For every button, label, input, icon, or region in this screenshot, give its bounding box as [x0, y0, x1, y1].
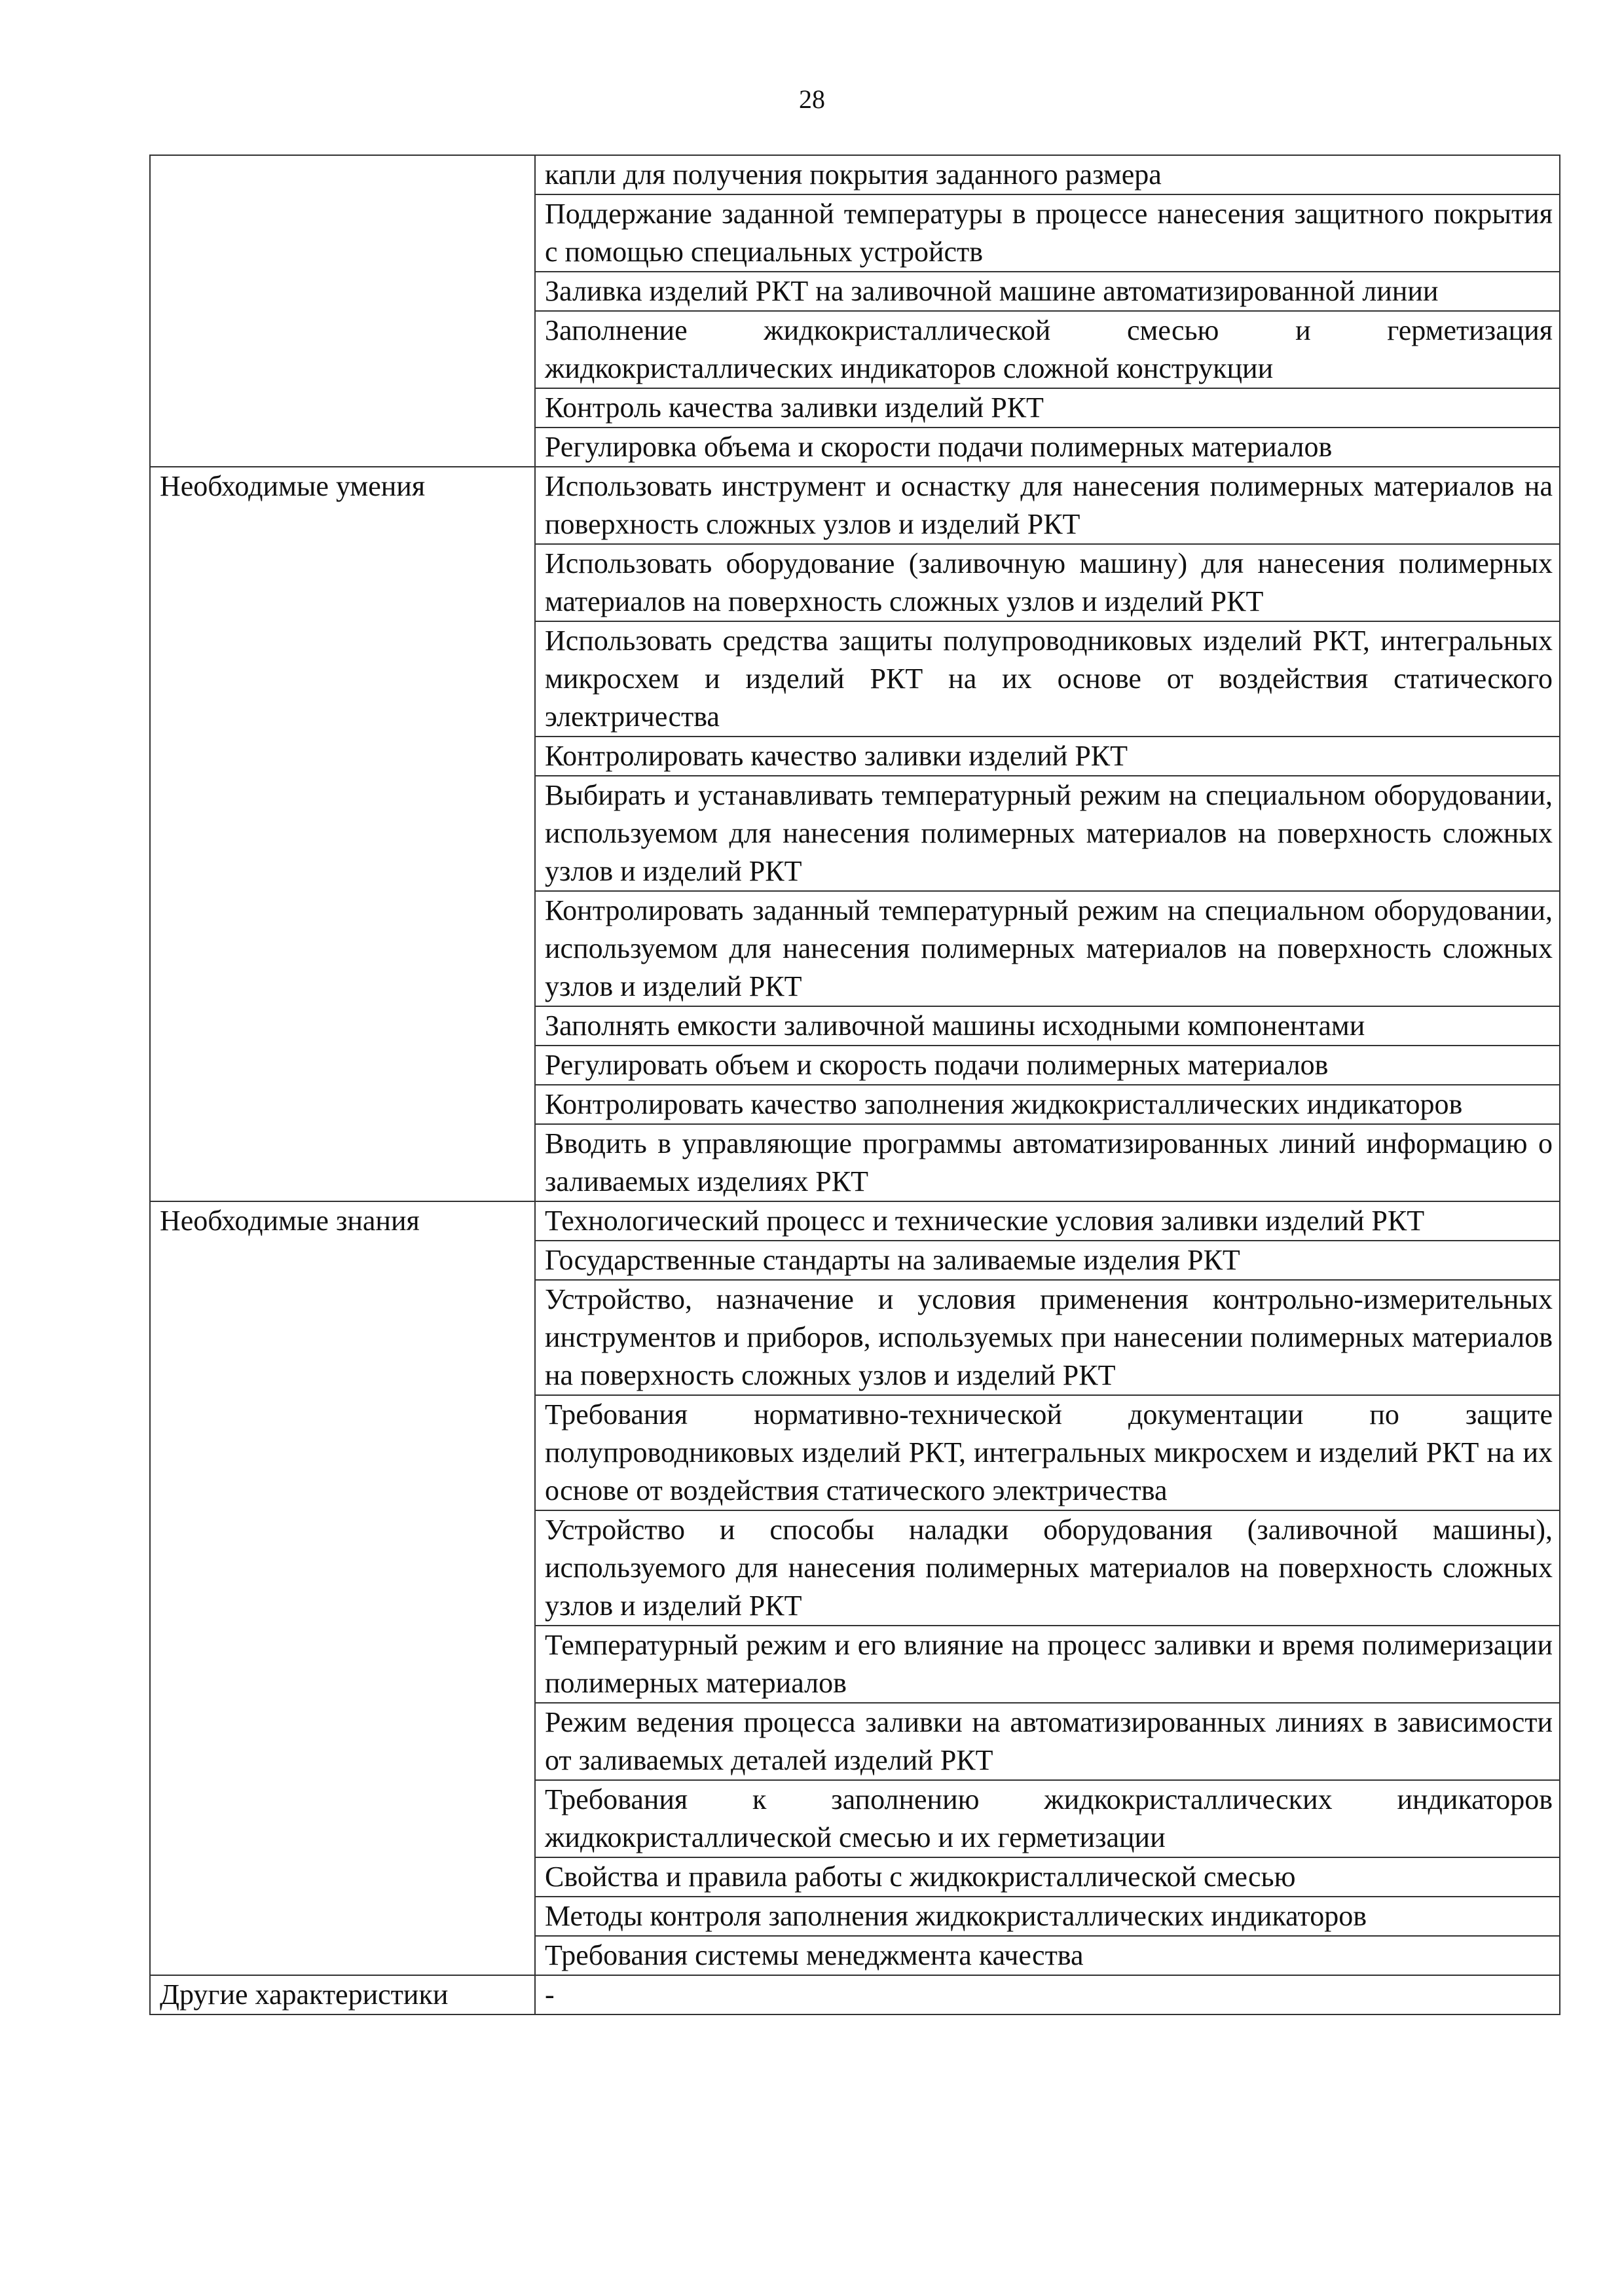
requirement-item: Требования к заполнению жидкокристаллических индикаторов жидкокристаллической смесью и их герметизации [535, 1780, 1560, 1857]
requirement-item: Технологический процесс и технические условия заливки изделий РКТ [535, 1201, 1560, 1241]
requirement-item: Использовать средства защиты полупроводниковых изделий РКТ, интегральных микросхем и изделий РКТ на их основе от воздействия статического электричества [535, 621, 1560, 737]
requirement-item: Поддержание заданной температуры в процессе нанесения защитного покрытия с помощью специальных устройств [535, 194, 1560, 272]
requirement-item: Требования нормативно-технической документации по защите полупроводниковых изделий РКТ, интегральных микросхем и изделий РКТ на их основе от воздействия статического электричества [535, 1395, 1560, 1510]
requirement-item: Температурный режим и его влияние на процесс заливки и время полимеризации полимерных материалов [535, 1626, 1560, 1703]
section-label: Другие характеристики [150, 1975, 535, 2014]
section-label: Необходимые знания [150, 1201, 535, 1975]
table-row [150, 1201, 1560, 1241]
section-label: Необходимые умения [150, 467, 535, 1201]
requirement-item: Регулировать объем и скорость подачи полимерных материалов [535, 1046, 1560, 1085]
requirement-item: Методы контроля заполнения жидкокристаллических индикаторов [535, 1897, 1560, 1936]
requirements-table-body [150, 155, 1560, 2014]
table-row [150, 155, 1560, 194]
requirement-item: Контролировать заданный температурный режим на специальном оборудовании, используемом для нанесения полимерных материалов на поверхность сложных узлов и изделий РКТ [535, 891, 1560, 1006]
page-number: 28 [799, 84, 825, 114]
requirement-item: Заполнение жидкокристаллической смесью и герметизация жидкокристаллических индикаторов сложной конструкции [535, 311, 1560, 388]
requirement-item: капли для получения покрытия заданного размера [535, 155, 1560, 194]
requirement-item: Использовать оборудование (заливочную машину) для нанесения полимерных материалов на поверхность сложных узлов и изделий РКТ [535, 544, 1560, 621]
requirement-item: Контролировать качество заполнения жидкокристаллических индикаторов [535, 1085, 1560, 1124]
requirement-item: Выбирать и устанавливать температурный режим на специальном оборудовании, используемом для нанесения полимерных материалов на поверхность сложных узлов и изделий РКТ [535, 776, 1560, 891]
requirement-item: Устройство, назначение и условия применения контрольно-измерительных инструментов и приборов, используемых при нанесении полимерных материалов на поверхность сложных узлов и изделий РКТ [535, 1280, 1560, 1395]
section-label [150, 155, 535, 467]
requirement-item: Вводить в управляющие программы автоматизированных линий информацию о заливаемых изделиях РКТ [535, 1124, 1560, 1201]
requirement-item: Свойства и правила работы с жидкокристаллической смесью [535, 1857, 1560, 1897]
requirement-item: Устройство и способы наладки оборудования (заливочной машины), используемого для нанесения полимерных материалов на поверхность сложных узлов и изделий РКТ [535, 1510, 1560, 1626]
requirement-item: Заполнять емкости заливочной машины исходными компонентами [535, 1006, 1560, 1046]
requirement-item: Использовать инструмент и оснастку для нанесения полимерных материалов на поверхность сложных узлов и изделий РКТ [535, 467, 1560, 544]
requirement-item: Заливка изделий РКТ на заливочной машине автоматизированной линии [535, 272, 1560, 311]
requirement-item: - [535, 1975, 1560, 2014]
table-row [150, 467, 1560, 544]
requirement-item: Контролировать качество заливки изделий РКТ [535, 737, 1560, 776]
requirement-item: Государственные стандарты на заливаемые изделия РКТ [535, 1241, 1560, 1280]
table-row [150, 1975, 1560, 2014]
requirement-item: Режим ведения процесса заливки на автоматизированных линиях в зависимости от заливаемых деталей изделий РКТ [535, 1703, 1560, 1780]
requirement-item: Регулировка объема и скорости подачи полимерных материалов [535, 428, 1560, 467]
requirement-item: Требования системы менеджмента качества [535, 1936, 1560, 1975]
requirements-table [149, 155, 1560, 2015]
requirement-item: Контроль качества заливки изделий РКТ [535, 388, 1560, 428]
